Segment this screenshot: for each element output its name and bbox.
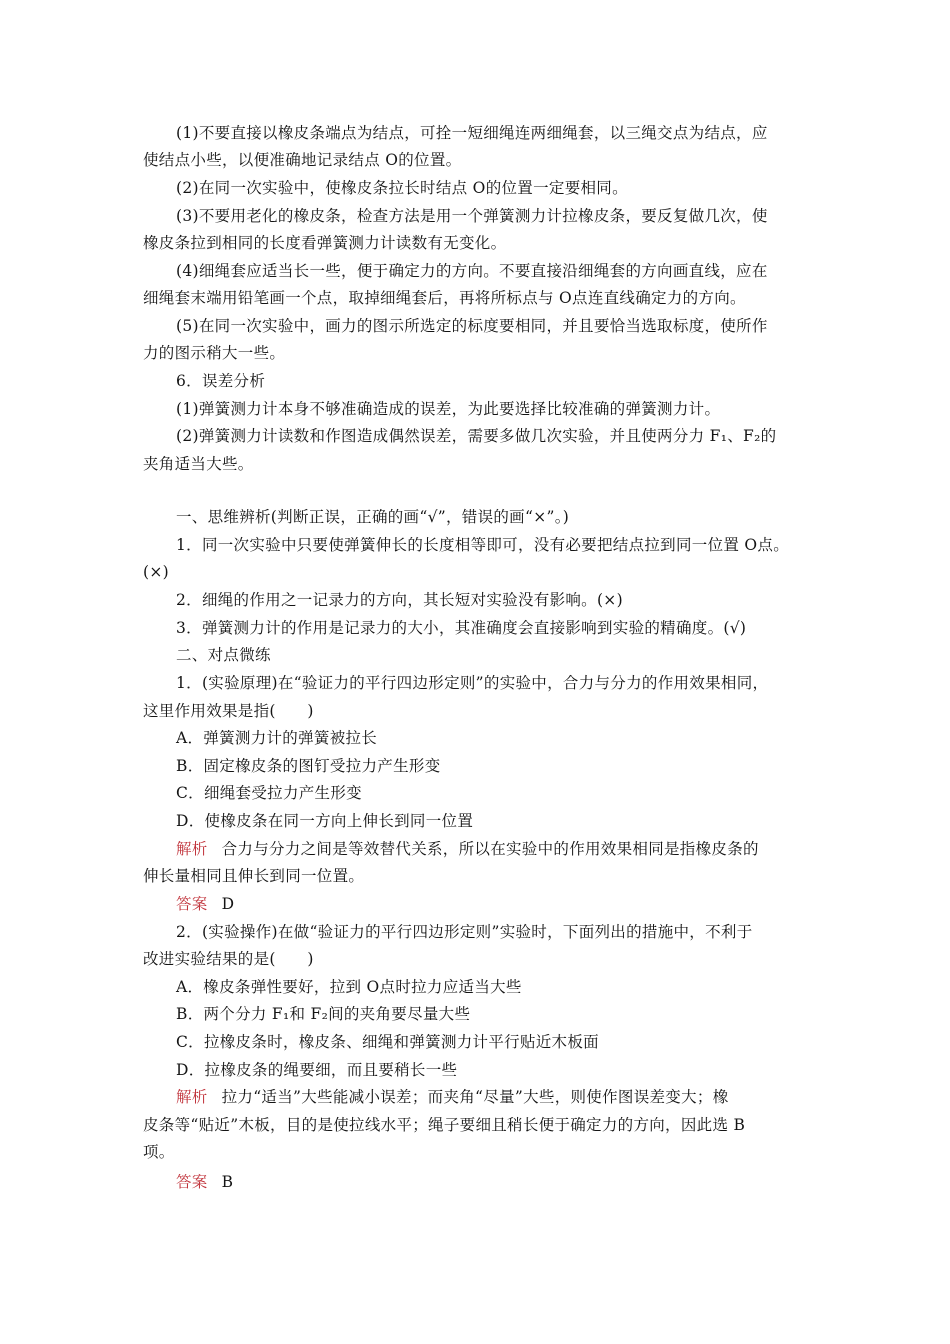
practice-q2-answer [176,1172,233,1192]
answer-value: D [221,895,235,913]
practice-q1-answer [176,894,234,914]
answer-label: 答案 [176,1173,208,1191]
note-4-line-2: 细绳套末端用铅笔画一个点，取掉细绳套后，再将所标点与 O点连直线确定力的方向。 [143,289,746,307]
answer-value: B [221,1173,234,1191]
judgment-q1-line-1: 1．同一次实验中只要使弹簧伸长的长度相等即可，没有必要把结点拉到同一位置 O点。 [176,536,789,554]
practice-q1-option-b: B．固定橡皮条的图钉受拉力产生形变 [176,757,441,775]
judgment-q2: 2．细绳的作用之一记录力的方向，其长短对实验没有影响。(×) [176,591,623,609]
note-1-line-2: 使结点小些，以便准确地记录结点 O的位置。 [143,151,462,169]
practice-heading: 二、对点微练 [176,646,271,664]
practice-q1-option-d: D．使橡皮条在同一方向上伸长到同一位置 [176,812,474,830]
practice-q1-option-c: C．细绳套受拉力产生形变 [176,784,362,802]
analysis-text: 拉力“适当”大些能减小误差；而夹角“尽量”大些，则使作图误差变大；橡 [221,1088,729,1106]
judgment-q1-line-2: (×) [143,563,169,581]
error-analysis-item-2-line-2: 夹角适当大些。 [143,455,254,473]
analysis-label: 解析 [176,1088,208,1106]
analysis-text: 合力与分力之间是等效替代关系，所以在实验中的作用效果相同是指橡皮条的 [221,840,759,858]
judgment-q3: 3．弹簧测力计的作用是记录力的大小，其准确度会直接影响到实验的精确度。(√) [176,619,747,637]
answer-label: 答案 [176,895,208,913]
note-2: (2)在同一次实验中，使橡皮条拉长时结点 O的位置一定要相同。 [176,179,628,197]
note-3-line-1: (3)不要用老化的橡皮条，检查方法是用一个弹簧测力计拉橡皮条，要反复做几次，使 [176,207,768,225]
error-analysis-item-2-line-1: (2)弹簧测力计读数和作图造成偶然误差，需要多做几次实验，并且使两分力 F₁、F₂的 [176,427,777,445]
practice-q1-stem-line-2: 这里作用效果是指( ) [143,702,314,720]
practice-q2-option-a: A．橡皮条弹性要好，拉到 O点时拉力应适当大些 [176,978,522,996]
practice-q1-analysis-line-1 [176,839,759,859]
note-3-line-2: 橡皮条拉到相同的长度看弹簧测力计读数有无变化。 [143,234,507,252]
note-1-line-1: (1)不要直接以橡皮条端点为结点，可拴一短细绳连两细绳套，以三绳交点为结点，应 [176,124,768,142]
practice-q2-analysis-line-1 [176,1087,729,1107]
analysis-label: 解析 [176,840,208,858]
practice-q2-analysis-line-2: 皮条等“贴近”木板，目的是使拉线水平；绳子要细且稍长便于确定力的方向，因此选 B [143,1116,746,1134]
error-analysis-item-1: (1)弹簧测力计本身不够准确造成的误差，为此要选择比较准确的弹簧测力计。 [176,400,721,418]
practice-q2-stem-line-1: 2．(实验操作)在做“验证力的平行四边形定则”实验时，下面列出的措施中，不利于 [176,923,753,941]
judgment-heading: 一、思维辨析(判断正误，正确的画“√”，错误的画“×”。) [176,508,570,526]
practice-q1-analysis-line-2: 伸长量相同且伸长到同一位置。 [143,867,365,885]
practice-q2-option-c: C．拉橡皮条时，橡皮条、细绳和弹簧测力计平行贴近木板面 [176,1033,599,1051]
practice-q2-option-d: D．拉橡皮条的绳要细，而且要稍长一些 [176,1061,458,1079]
practice-q2-option-b: B．两个分力 F₁和 F₂间的夹角要尽量大些 [176,1005,471,1023]
practice-q2-analysis-line-3: 项。 [143,1143,175,1161]
note-4-line-1: (4)细绳套应适当长一些，便于确定力的方向。不要直接沿细绳套的方向画直线，应在 [176,262,768,280]
error-analysis-heading: 6．误差分析 [176,372,266,390]
note-5-line-1: (5)在同一次实验中，画力的图示所选定的标度要相同，并且要恰当选取标度，使所作 [176,317,768,335]
note-5-line-2: 力的图示稍大一些。 [143,344,286,362]
practice-q2-stem-line-2: 改进实验结果的是( ) [143,950,314,968]
practice-q1-option-a: A．弹簧测力计的弹簧被拉长 [176,729,378,747]
practice-q1-stem-line-1: 1．(实验原理)在“验证力的平行四边形定则”的实验中，合力与分力的作用效果相同， [176,674,769,692]
